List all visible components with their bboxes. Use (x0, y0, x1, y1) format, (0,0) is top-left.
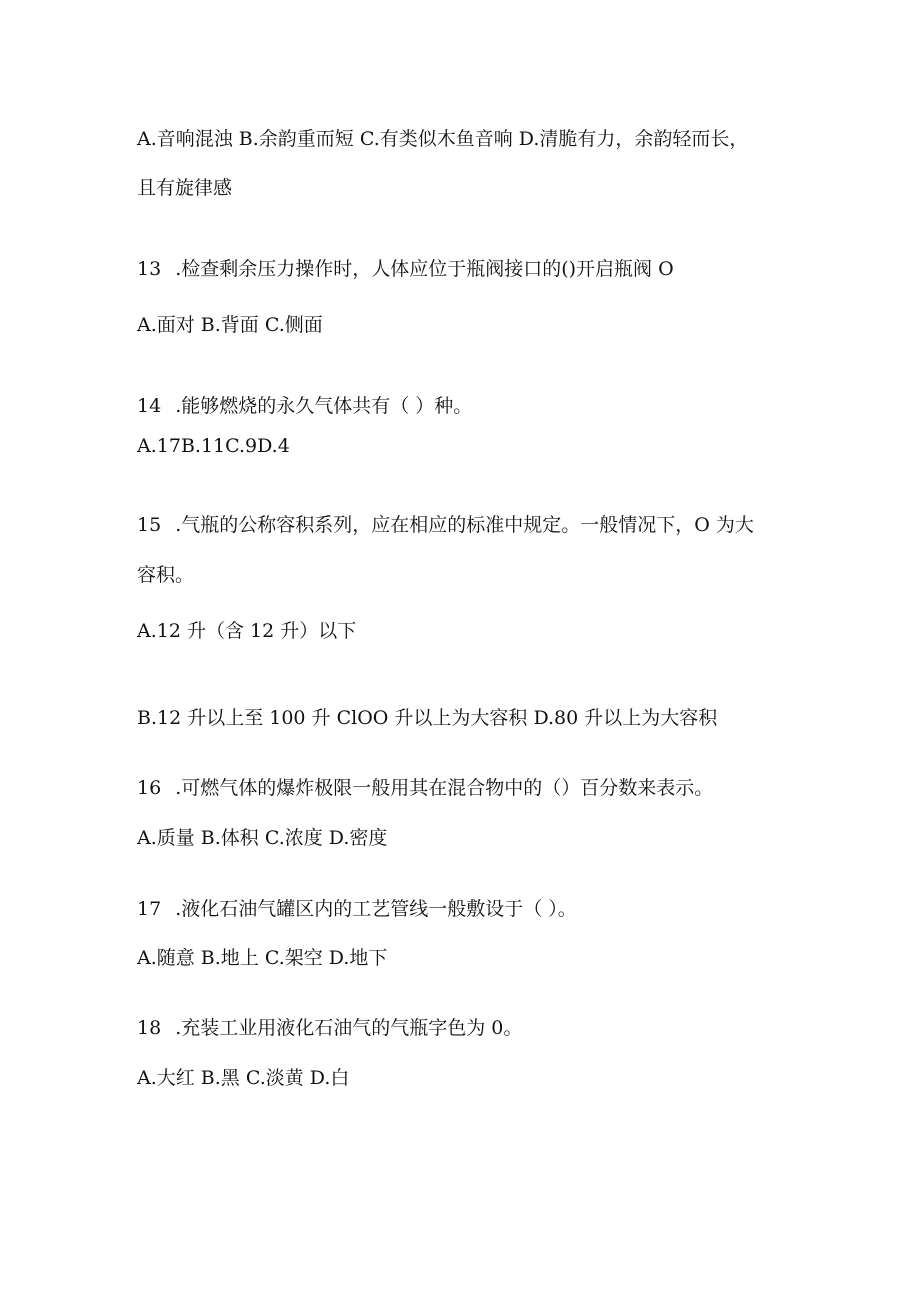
question-18 (137, 1016, 522, 1040)
question-13 (137, 257, 674, 281)
answer-options-q14: A.17B.11C.9D.4 (137, 435, 290, 457)
question-text: .充装工业用液化石油气的气瓶字色为 0。 (175, 1017, 523, 1039)
question-number: 13 (137, 258, 162, 280)
question-text: .液化石油气罐区内的工艺管线一般敷设于（ ）。 (175, 898, 577, 920)
answer-option-q15-a: A.12 升（含 12 升）以下 (137, 620, 357, 642)
question-15-continuation: 容积。 (137, 564, 195, 586)
answer-options-q18: A.大红 B.黑 C.淡黄 D.白 (137, 1067, 350, 1089)
question-text: .检查剩余压力操作时，人体应位于瓶阀接口的()开启瓶阀 O (175, 258, 674, 280)
question-17 (137, 897, 577, 921)
question-number: 18 (137, 1017, 162, 1039)
question-number: 14 (137, 395, 162, 417)
answer-options-q12-line1: A.音响混浊 B.余韵重而短 C.有类似木鱼音响 D.清脆有力，余韵轻而长， (137, 128, 749, 150)
question-number: 15 (137, 514, 162, 536)
answer-options-q12-line2: 且有旋律感 (137, 177, 233, 199)
question-text: .可燃气体的爆炸极限一般用其在混合物中的（）百分数来表示。 (175, 777, 714, 799)
answer-options-q13: A.面对 B.背面 C.侧面 (137, 314, 323, 336)
answer-options-q16: A.质量 B.体积 C.浓度 D.密度 (137, 827, 388, 849)
question-15 (137, 513, 754, 537)
question-16 (137, 776, 713, 800)
answer-options-q15-bcd: B.12 升以上至 100 升 ClOO 升以上为大容积 D.80 升以上为大容积 (137, 707, 718, 729)
answer-options-q17: A.随意 B.地上 C.架空 D.地下 (137, 947, 388, 969)
question-text: .能够燃烧的永久气体共有（ ）种。 (175, 395, 473, 417)
question-number: 17 (137, 898, 162, 920)
question-text: .气瓶的公称容积系列，应在相应的标准中规定。一般情况下，O 为大 (175, 514, 754, 536)
question-number: 16 (137, 777, 162, 799)
question-14 (137, 394, 472, 418)
